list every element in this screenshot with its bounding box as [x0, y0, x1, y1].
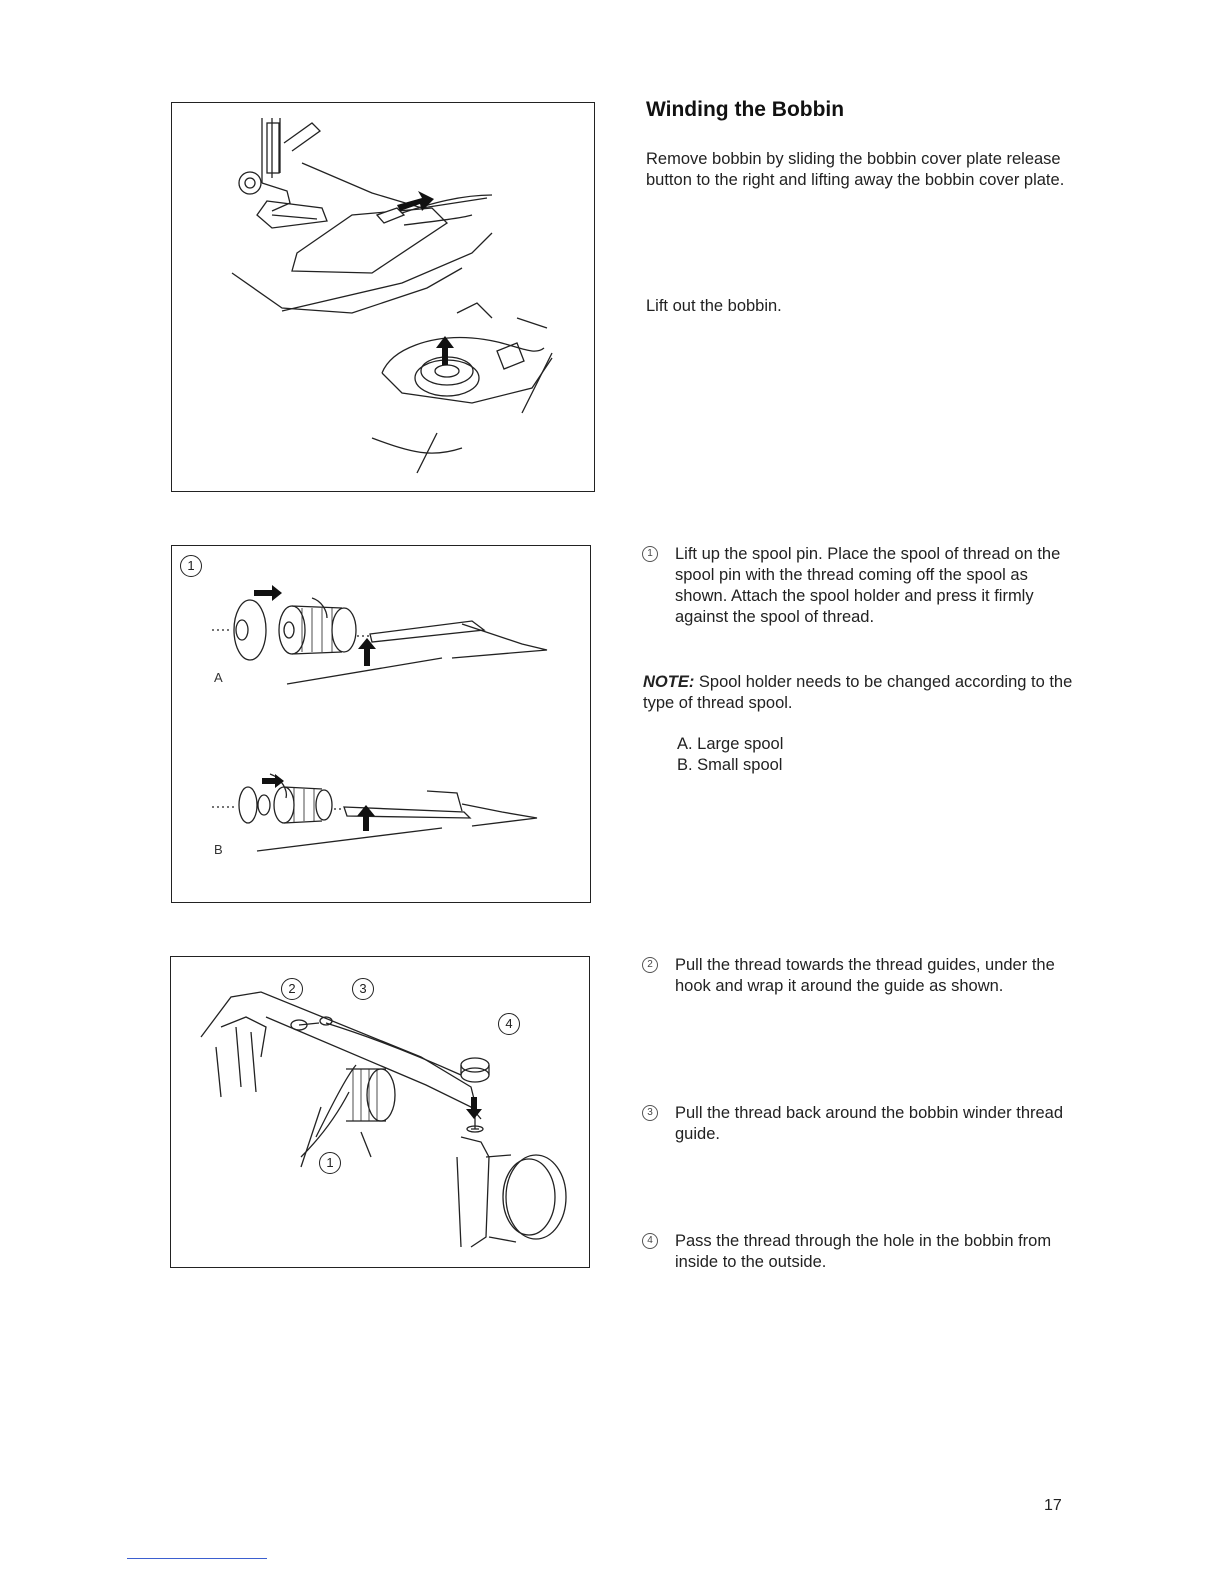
footer-rule [127, 1558, 267, 1559]
figure-callout-3: 3 [352, 978, 374, 1000]
step-1 [642, 544, 1072, 628]
figure-bobbin-threading [170, 956, 590, 1268]
note-paragraph [643, 672, 1073, 714]
page-number: 17 [1044, 1497, 1062, 1514]
step-3-marker: 3 [642, 1105, 658, 1121]
step-2-marker: 2 [642, 957, 658, 973]
note-label: NOTE: [643, 673, 695, 691]
figure-callout-4: 4 [498, 1013, 520, 1035]
bobbin-threading-illustration [171, 957, 589, 1267]
intro-paragraph: Remove bobbin by sliding the bobbin cover plate release button to the right and lifting away the bobbin cover plate. [646, 150, 1065, 189]
spool-holder-illustration [172, 546, 590, 902]
bobbin-cover-illustration [172, 103, 594, 491]
figure-bobbin-cover-removal [171, 102, 595, 492]
spool-type-large: A. Large spool [677, 735, 784, 753]
figure-callout-2: 2 [281, 978, 303, 1000]
spool-type-label-b: B [214, 842, 223, 857]
step-4-marker: 4 [642, 1233, 658, 1249]
lift-out-paragraph: Lift out the bobbin. [646, 297, 782, 315]
figure-step-marker: 1 [180, 555, 202, 577]
spool-type-list [677, 734, 783, 776]
step-2-text: Pull the thread towards the thread guides, under the hook and wrap it around the guide as shown. [675, 956, 1055, 995]
step-1-text: Lift up the spool pin. Place the spool of thread on the spool pin with the thread coming off the spool as shown. Attach the spool holder and press it firmly against the spool of thread. [675, 545, 1061, 626]
step-2 [642, 955, 1072, 997]
step-4-text: Pass the thread through the hole in the bobbin from inside to the outside. [675, 1232, 1052, 1271]
step-3-text: Pull the thread back around the bobbin winder thread guide. [675, 1104, 1064, 1143]
step-1-marker: 1 [642, 546, 658, 562]
figure-callout-1: 1 [319, 1152, 341, 1174]
note-text: Spool holder needs to be changed according to the type of thread spool. [643, 673, 1073, 712]
step-3 [642, 1103, 1072, 1145]
section-title: Winding the Bobbin [646, 98, 845, 121]
step-4 [642, 1231, 1072, 1273]
figure-spool-placement [171, 545, 591, 903]
spool-type-label-a: A [214, 670, 223, 685]
spool-type-small: B. Small spool [677, 756, 783, 774]
